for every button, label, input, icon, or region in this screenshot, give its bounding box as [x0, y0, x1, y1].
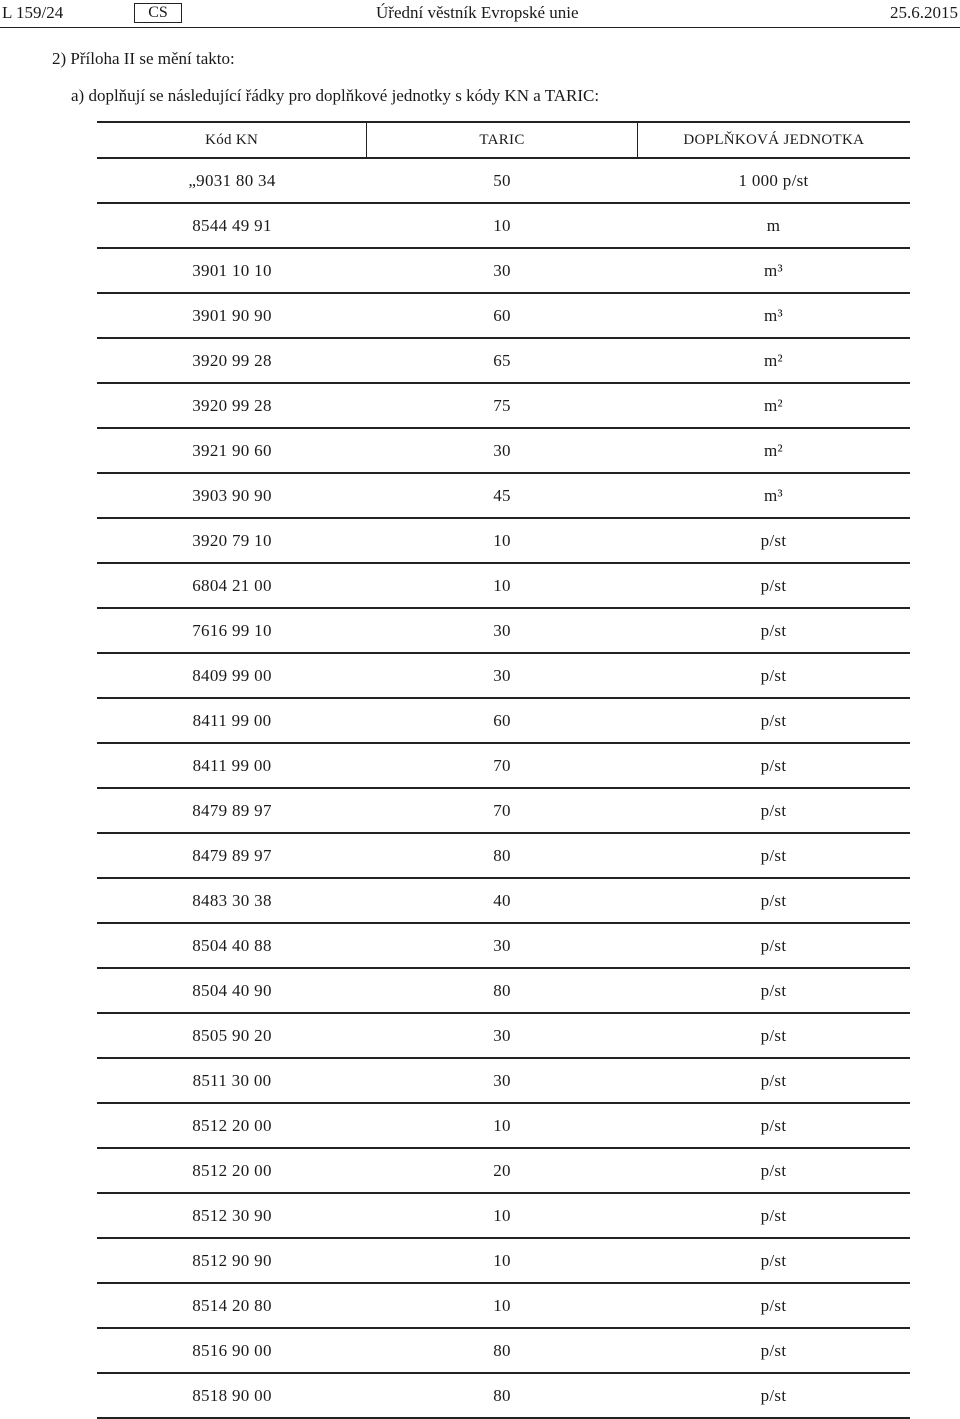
kn-code-cell: 8479 89 97 [192, 801, 272, 820]
kn-code-cell: 8544 49 91 [192, 216, 272, 235]
supplementary-unit-cell: m² [764, 396, 783, 415]
table-row [97, 1284, 910, 1329]
supplementary-unit-cell: m² [764, 441, 783, 460]
column-header-taric: TARIC [366, 123, 636, 157]
table-body [97, 159, 910, 1419]
taric-code-cell: 10 [493, 1251, 511, 1270]
table-row [97, 204, 910, 249]
kn-code-cell: 8516 90 00 [192, 1341, 272, 1360]
taric-code-cell: 50 [493, 171, 511, 190]
supplementary-unit-cell: p/st [760, 1341, 787, 1360]
kn-code-cell: 3920 99 28 [192, 351, 272, 370]
column-header-unit: DOPLŇKOVÁ JEDNOTKA [637, 123, 910, 157]
table-row [97, 294, 910, 339]
supplementary-unit-cell: p/st [760, 621, 787, 640]
taric-code-cell: 70 [493, 756, 511, 775]
table-header-row [97, 123, 910, 159]
table-row [97, 564, 910, 609]
journal-title: Úřední věstník Evropské unie [376, 3, 579, 22]
kn-code-cell: 8483 30 38 [192, 891, 272, 910]
table-row [97, 1374, 910, 1419]
kn-code-cell: 7616 99 10 [192, 621, 272, 640]
table-row [97, 249, 910, 294]
supplementary-unit-cell: p/st [760, 1116, 787, 1135]
table-row [97, 1104, 910, 1149]
kn-code-cell: 8479 89 97 [192, 846, 272, 865]
table-row [97, 744, 910, 789]
taric-code-cell: 80 [493, 1341, 511, 1360]
taric-code-cell: 10 [493, 531, 511, 550]
supplementary-unit-cell: p/st [760, 981, 787, 1000]
kn-code-cell: 8512 20 00 [192, 1116, 272, 1135]
taric-code-cell: 30 [493, 1026, 511, 1045]
taric-code-cell: 40 [493, 891, 511, 910]
table-row [97, 1059, 910, 1104]
kn-code-cell: 8512 90 90 [192, 1251, 272, 1270]
supplementary-units-table [97, 121, 910, 1419]
supplementary-unit-cell: m³ [764, 486, 783, 505]
table-row [97, 474, 910, 519]
publication-date: 25.6.2015 [890, 3, 958, 22]
supplementary-unit-cell: p/st [760, 801, 787, 820]
taric-code-cell: 30 [493, 261, 511, 280]
taric-code-cell: 75 [493, 396, 511, 415]
kn-code-cell: 8411 99 00 [192, 756, 272, 775]
kn-code-cell: 8518 90 00 [192, 1386, 272, 1405]
table-row [97, 834, 910, 879]
table-row [97, 159, 910, 204]
taric-code-cell: 10 [493, 576, 511, 595]
table-row [97, 519, 910, 564]
supplementary-unit-cell: m³ [764, 261, 783, 280]
table-row [97, 654, 910, 699]
supplementary-unit-cell: p/st [760, 891, 787, 910]
page-reference: L 159/24 [2, 3, 64, 22]
taric-code-cell: 10 [493, 1206, 511, 1225]
kn-code-cell: 8512 30 90 [192, 1206, 272, 1225]
table-row [97, 879, 910, 924]
taric-code-cell: 60 [493, 306, 511, 325]
supplementary-unit-cell: p/st [760, 1386, 787, 1405]
supplementary-unit-cell: p/st [760, 1296, 787, 1315]
supplementary-unit-cell: p/st [760, 711, 787, 730]
supplementary-unit-cell: p/st [760, 531, 787, 550]
kn-code-cell: 8409 99 00 [192, 666, 272, 685]
table-row [97, 609, 910, 654]
supplementary-unit-cell: p/st [760, 1206, 787, 1225]
taric-code-cell: 10 [493, 1116, 511, 1135]
supplementary-unit-cell: p/st [760, 756, 787, 775]
supplementary-unit-cell: 1 000 p/st [738, 171, 809, 190]
table-row [97, 429, 910, 474]
column-header-kn: Kód KN [205, 132, 259, 148]
table-row [97, 969, 910, 1014]
taric-code-cell: 10 [493, 216, 511, 235]
kn-code-cell: 3903 90 90 [192, 486, 272, 505]
taric-code-cell: 30 [493, 936, 511, 955]
table-row [97, 1149, 910, 1194]
supplementary-unit-cell: p/st [760, 846, 787, 865]
table-row [97, 339, 910, 384]
amendment-intro: 2) Příloha II se mění takto: [52, 49, 235, 68]
kn-code-cell: 8504 40 90 [192, 981, 272, 1000]
kn-code-cell: 8505 90 20 [192, 1026, 272, 1045]
taric-code-cell: 80 [493, 846, 511, 865]
kn-code-cell: 8514 20 80 [192, 1296, 272, 1315]
supplementary-unit-cell: m² [764, 351, 783, 370]
taric-code-cell: 30 [493, 621, 511, 640]
kn-code-cell: 8411 99 00 [192, 711, 272, 730]
kn-code-cell: 3920 79 10 [192, 531, 272, 550]
kn-code-cell: 8512 20 00 [192, 1161, 272, 1180]
taric-code-cell: 10 [493, 1296, 511, 1315]
table-row [97, 1194, 910, 1239]
table-row [97, 1239, 910, 1284]
taric-code-cell: 80 [493, 1386, 511, 1405]
language-badge: CS [134, 3, 182, 23]
kn-code-cell: 3920 99 28 [192, 396, 272, 415]
table-row [97, 1329, 910, 1374]
supplementary-unit-cell: p/st [760, 1251, 787, 1270]
amendment-subpoint: a) doplňují se následující řádky pro doplňkové jednotky s kódy KN a TARIC: [71, 86, 600, 105]
kn-code-cell: 8504 40 88 [192, 936, 272, 955]
table-row [97, 924, 910, 969]
kn-code-cell: 8511 30 00 [192, 1071, 272, 1090]
kn-code-cell: „9031 80 34 [188, 171, 276, 190]
taric-code-cell: 70 [493, 801, 511, 820]
table-row [97, 384, 910, 429]
supplementary-unit-cell: p/st [760, 1026, 787, 1045]
supplementary-unit-cell: p/st [760, 666, 787, 685]
kn-code-cell: 3921 90 60 [192, 441, 272, 460]
kn-code-cell: 6804 21 00 [192, 576, 272, 595]
taric-code-cell: 30 [493, 1071, 511, 1090]
taric-code-cell: 60 [493, 711, 511, 730]
table-row [97, 699, 910, 744]
page-header [0, 0, 960, 28]
supplementary-unit-cell: p/st [760, 576, 787, 595]
taric-code-cell: 30 [493, 666, 511, 685]
kn-code-cell: 3901 10 10 [192, 261, 272, 280]
supplementary-unit-cell: m³ [764, 306, 783, 325]
supplementary-unit-cell: p/st [760, 1161, 787, 1180]
taric-code-cell: 20 [493, 1161, 511, 1180]
taric-code-cell: 65 [493, 351, 511, 370]
taric-code-cell: 45 [493, 486, 511, 505]
kn-code-cell: 3901 90 90 [192, 306, 272, 325]
supplementary-unit-cell: m [766, 216, 781, 235]
taric-code-cell: 30 [493, 441, 511, 460]
supplementary-unit-cell: p/st [760, 936, 787, 955]
table-row [97, 789, 910, 834]
taric-code-cell: 80 [493, 981, 511, 1000]
table-row [97, 1014, 910, 1059]
supplementary-unit-cell: p/st [760, 1071, 787, 1090]
